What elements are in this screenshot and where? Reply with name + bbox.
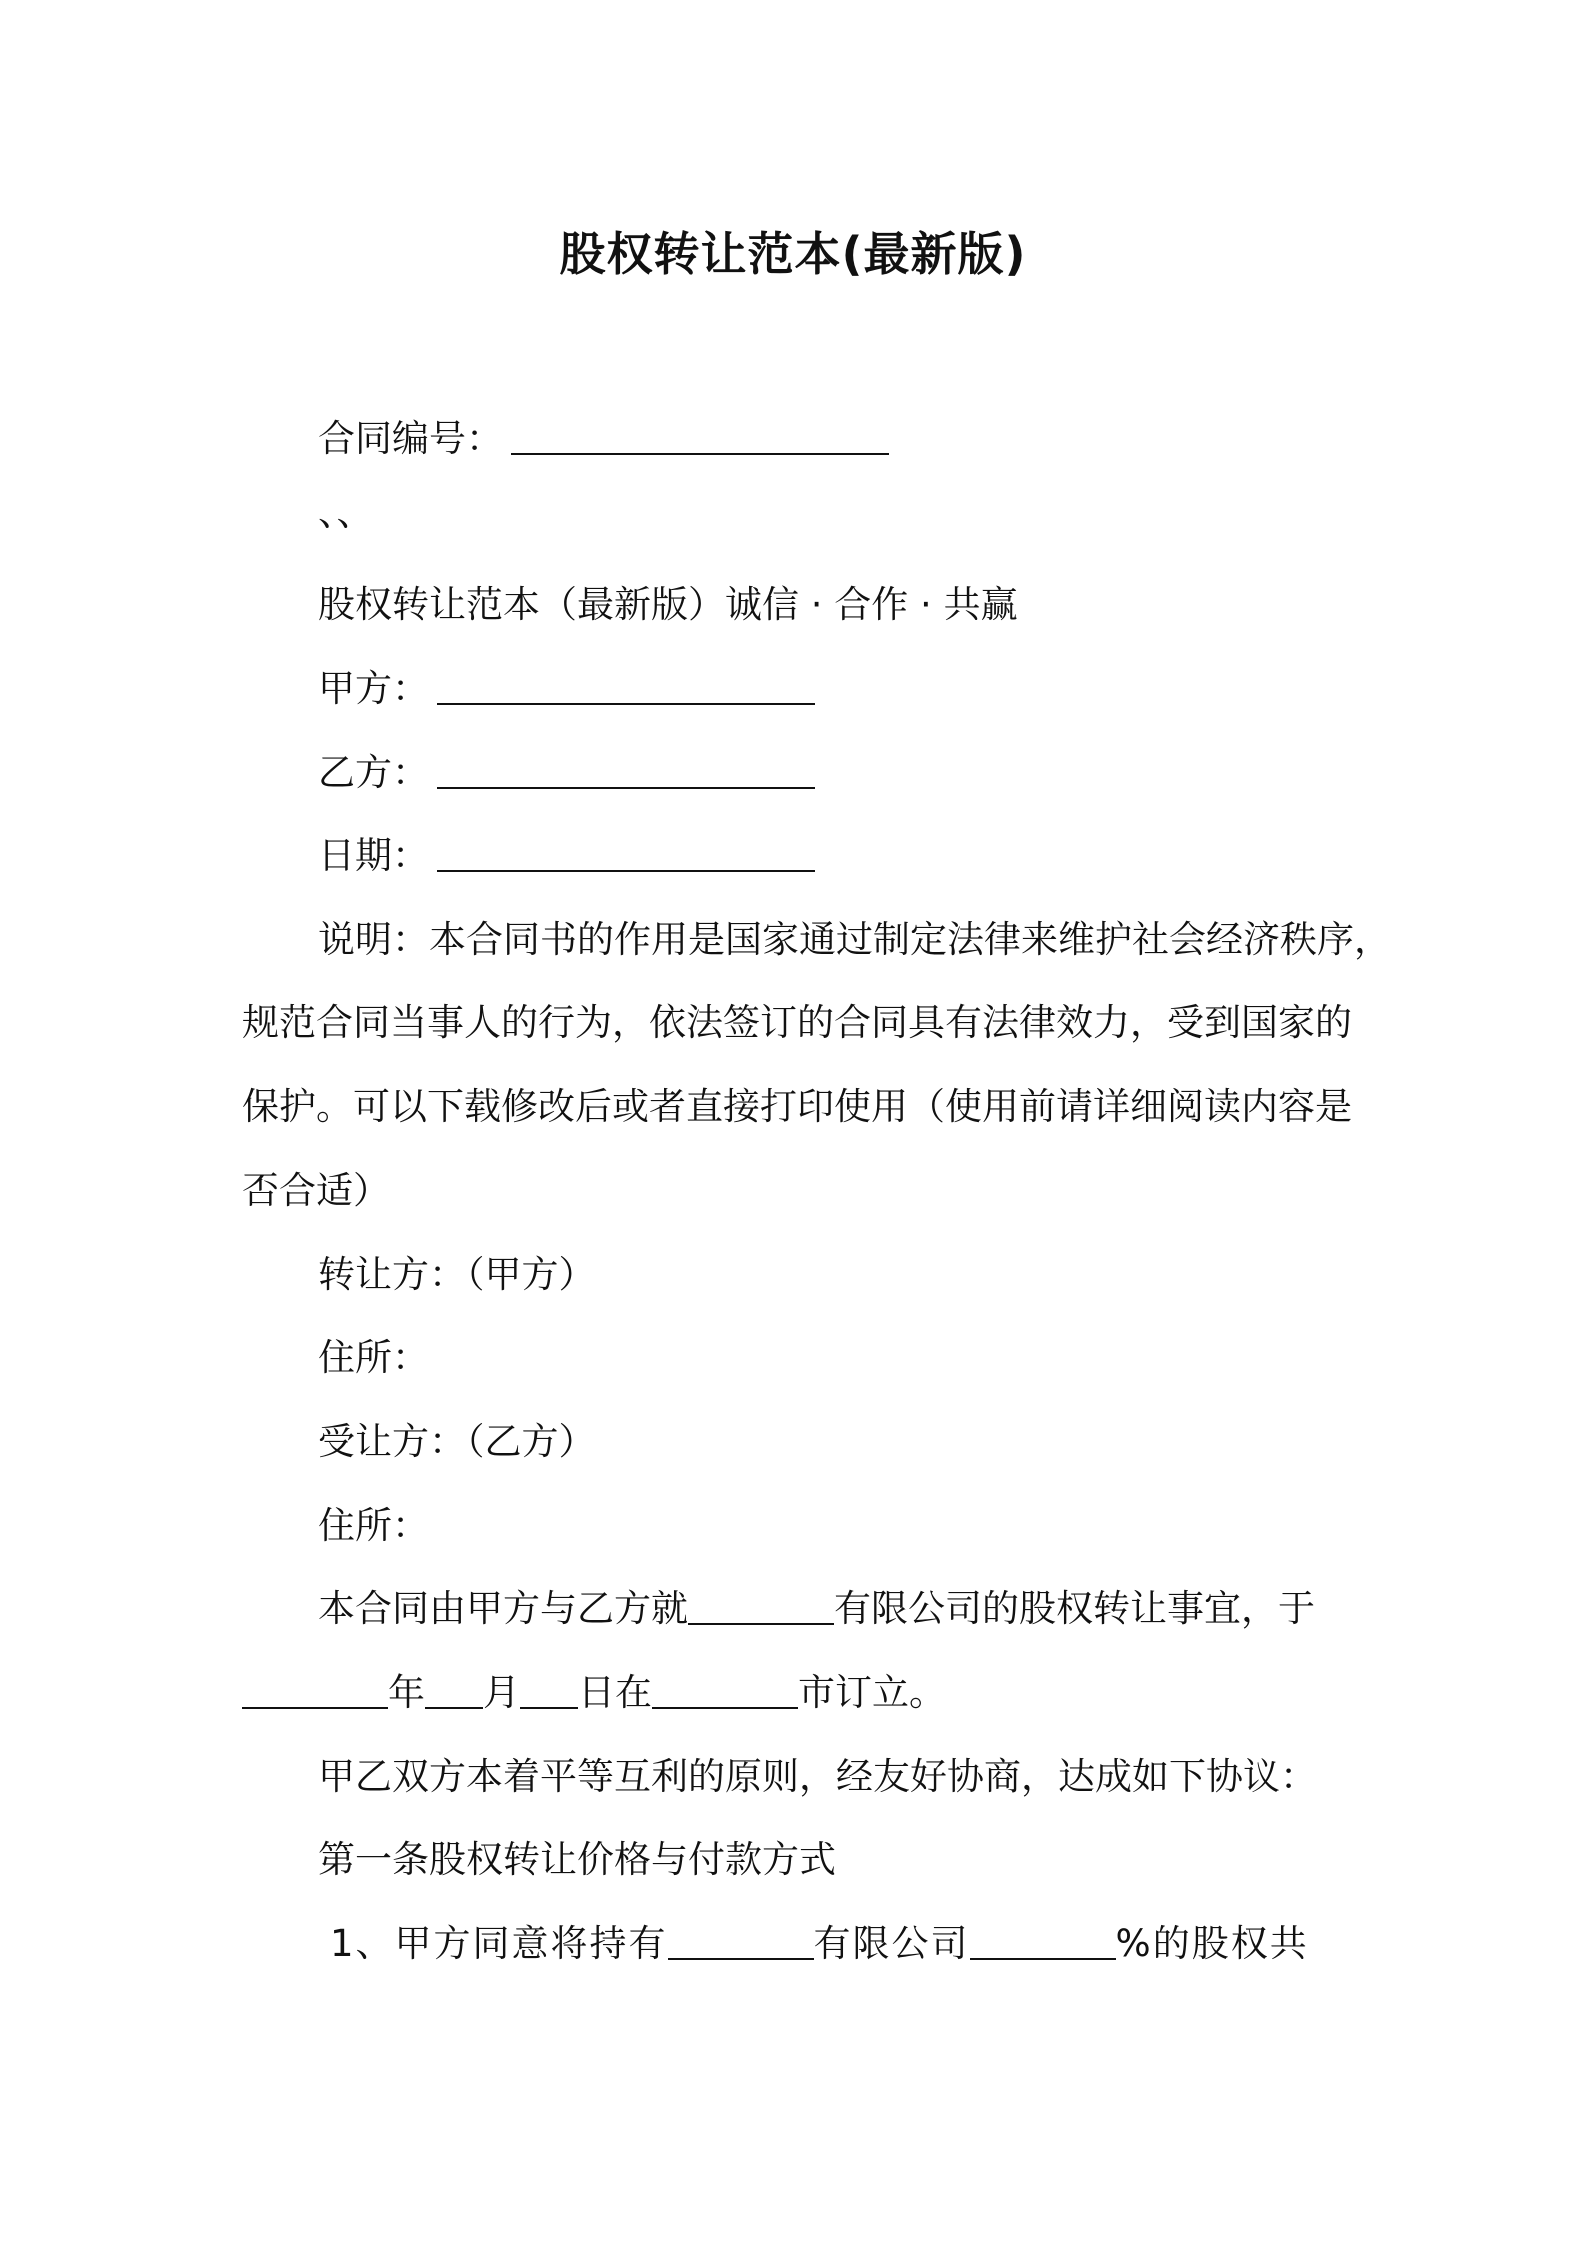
- date-label: 日期：: [318, 834, 429, 877]
- para1-text-1: 本合同由甲方与乙方就: [318, 1587, 688, 1630]
- party-b-line: [318, 750, 815, 796]
- item1-percent-blank: [970, 1924, 1116, 1960]
- article-1-heading: 第一条股权转让价格与付款方式: [318, 1838, 836, 1881]
- party-a-label: 甲方：: [318, 667, 429, 710]
- date-line: [318, 833, 815, 879]
- note-line-1: 说明：本合同书的作用是国家通过制定法律来维护社会经济秩序，: [318, 918, 1391, 961]
- day-blank: [520, 1673, 578, 1709]
- item1-text-1: 1、甲方同意将持有: [330, 1922, 668, 1965]
- party-a-line: [318, 666, 815, 712]
- paragraph-1-line-1: [318, 1586, 1315, 1632]
- note-line-2: 规范合同当事人的行为，依法签订的合同具有法律效力，受到国家的: [242, 1001, 1352, 1044]
- document-title: 股权转让范本(最新版): [559, 227, 1027, 281]
- transferor-address-label: 住所：: [318, 1336, 429, 1379]
- item1-text-2: 有限公司: [813, 1922, 970, 1965]
- contract-number-blank: [511, 419, 889, 455]
- party-a-blank: [437, 669, 815, 705]
- contract-number-line: [318, 416, 889, 462]
- day-label: 日在: [578, 1671, 652, 1714]
- company-name-blank: [688, 1589, 834, 1625]
- contract-number-label: 合同编号：: [318, 417, 503, 460]
- year-label: 年: [388, 1671, 425, 1714]
- article-1-item-1: [330, 1921, 1309, 1967]
- city-blank: [652, 1673, 798, 1709]
- month-label: 月: [483, 1671, 520, 1714]
- date-blank: [437, 836, 815, 872]
- transferee-address-label: 住所：: [318, 1504, 429, 1547]
- transferor-label: 转让方：（甲方）: [318, 1253, 596, 1296]
- marks: 、、: [318, 491, 374, 534]
- paragraph-2: 甲乙双方本着平等互利的原则，经友好协商，达成如下协议：: [318, 1755, 1317, 1798]
- year-blank: [242, 1673, 388, 1709]
- document-subtitle: 股权转让范本（最新版）诚信 · 合作 · 共赢: [318, 583, 1018, 626]
- city-label: 市订立。: [798, 1671, 946, 1714]
- item1-company-blank: [668, 1924, 814, 1960]
- party-b-label: 乙方：: [318, 751, 429, 794]
- item1-text-3: %的股权共: [1115, 1922, 1309, 1965]
- month-blank: [425, 1673, 483, 1709]
- transferee-label: 受让方：（乙方）: [318, 1420, 596, 1463]
- note-line-3: 保护。可以下载修改后或者直接打印使用（使用前请详细阅读内容是: [242, 1085, 1352, 1128]
- party-b-blank: [437, 753, 815, 789]
- para1-text-2: 有限公司的股权转让事宜，于: [834, 1587, 1315, 1630]
- note-line-4: 否合适）: [242, 1169, 390, 1212]
- paragraph-1-line-2: [242, 1670, 946, 1716]
